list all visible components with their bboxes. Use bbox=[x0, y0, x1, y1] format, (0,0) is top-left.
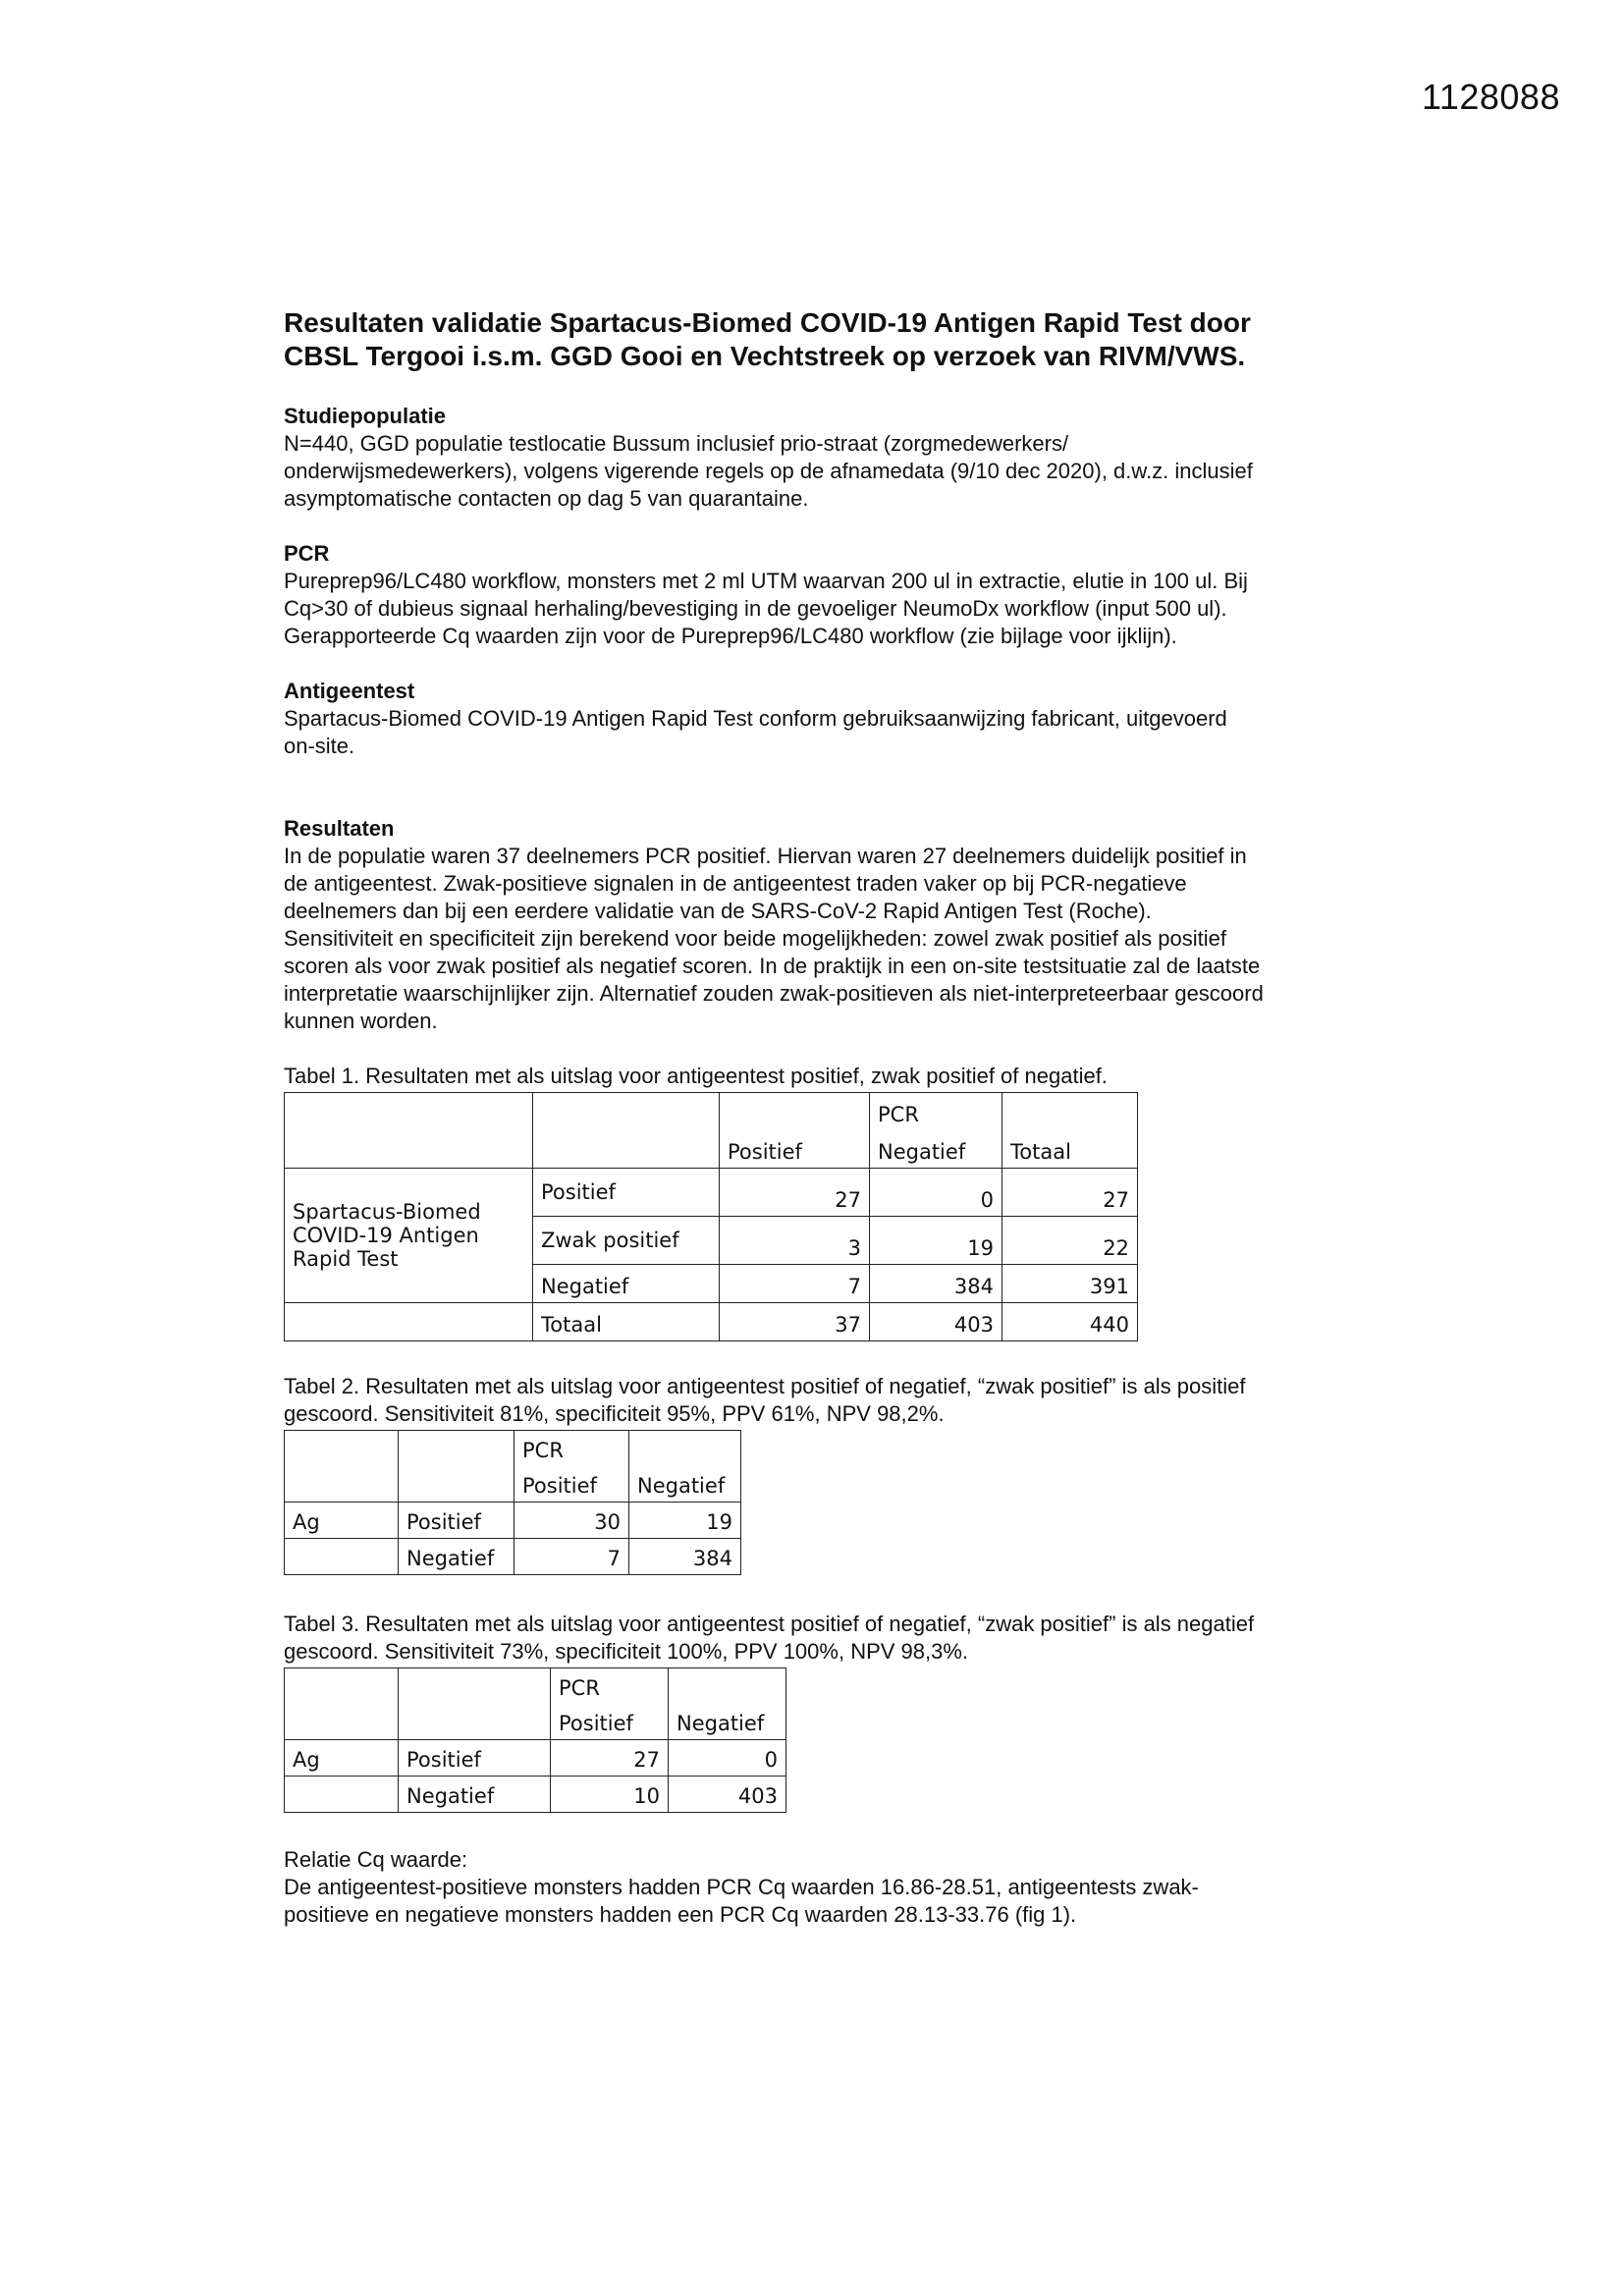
paragraph-line: asymptomatische contacten op dag 5 van quarantaine. bbox=[284, 486, 809, 511]
paragraph-line: Cq>30 of dubieus signaal herhaling/bevestiging in de gevoeliger NeumoDx workflow (input 500 ul). bbox=[284, 596, 1227, 621]
column-header: Positief bbox=[720, 1130, 870, 1169]
section-heading: Studiepopulatie bbox=[284, 404, 446, 428]
table-cell: 27 bbox=[551, 1740, 669, 1777]
table3-caption-line-2: gescoord. Sensitiviteit 73%, specificiteit 100%, PPV 100%, NPV 98,3%. bbox=[284, 1639, 969, 1664]
pcr-header: PCR bbox=[514, 1431, 629, 1467]
table1 bbox=[284, 1092, 1138, 1341]
table-cell bbox=[399, 1466, 514, 1503]
table3 bbox=[284, 1667, 786, 1813]
column-header: Negatief bbox=[870, 1130, 1002, 1169]
table-cell bbox=[285, 1668, 399, 1705]
paragraph-line: onderwijsmedewerkers), volgens vigerende regels op de afnamedata (9/10 dec 2020), d.w.z. inclusief bbox=[284, 459, 1253, 483]
table-cell: 27 bbox=[720, 1169, 870, 1217]
table-cell bbox=[399, 1704, 551, 1740]
section-heading: Resultaten bbox=[284, 816, 395, 841]
paragraph-line: Spartacus-Biomed COVID-19 Antigen Rapid Test conform gebruiksaanwijzing fabricant, uitgevoerd bbox=[284, 706, 1227, 731]
section-heading: Relatie Cq waarde: bbox=[284, 1847, 468, 1872]
table-cell bbox=[533, 1130, 720, 1169]
paragraph-line: Pureprep96/LC480 workflow, monsters met 2 ml UTM waarvan 200 ul in extractie, elutie in 100 ul. Bij bbox=[284, 569, 1248, 593]
table-cell: 22 bbox=[1002, 1217, 1138, 1265]
table-row bbox=[285, 1130, 1138, 1169]
table-cell: 37 bbox=[720, 1303, 870, 1341]
table-cell bbox=[399, 1431, 514, 1467]
row-label: Positief bbox=[399, 1740, 551, 1777]
row-label: Negatief bbox=[533, 1265, 720, 1303]
table-cell bbox=[399, 1668, 551, 1705]
paragraph-line: de antigeentest. Zwak-positieve signalen in de antigeentest traden vaker op bij PCR-negatieve bbox=[284, 871, 1187, 896]
column-header: Totaal bbox=[1002, 1130, 1138, 1169]
table-row bbox=[285, 1093, 1138, 1131]
document-title bbox=[284, 306, 1364, 373]
table-cell bbox=[1002, 1093, 1138, 1131]
row-label: Positief bbox=[399, 1503, 514, 1539]
paragraph-line: deelnemers dan bij een eerdere validatie van de SARS-CoV-2 Rapid Antigen Test (Roche). bbox=[284, 899, 1152, 923]
paragraph-line: Sensitiviteit en specificiteit zijn berekend voor beide mogelijkheden: zowel zwak positief als positief bbox=[284, 926, 1226, 951]
table-row bbox=[285, 1431, 741, 1467]
table-cell: 3 bbox=[720, 1217, 870, 1265]
table-row bbox=[285, 1668, 786, 1705]
table-cell: 19 bbox=[629, 1503, 741, 1539]
table-cell: 27 bbox=[1002, 1169, 1138, 1217]
title-line-1: Resultaten validatie Spartacus-Biomed COVID-19 Antigen Rapid Test door bbox=[284, 307, 1251, 338]
paragraph-line: scoren als voor zwak positief als negatief scoren. In de praktijk in een on-site testsituatie zal de laatste bbox=[284, 954, 1261, 978]
table-row bbox=[285, 1169, 1138, 1217]
table2-caption-line-2: gescoord. Sensitiviteit 81%, specificiteit 95%, PPV 61%, NPV 98,2%. bbox=[284, 1401, 945, 1426]
table-row bbox=[285, 1704, 786, 1740]
section-heading: PCR bbox=[284, 541, 330, 566]
paragraph-line: In de populatie waren 37 deelnemers PCR positief. Hiervan waren 27 deelnemers duidelijk positief in bbox=[284, 844, 1247, 868]
table-cell bbox=[285, 1130, 533, 1169]
table-cell bbox=[285, 1431, 399, 1467]
table-cell: 391 bbox=[1002, 1265, 1138, 1303]
table-cell: 0 bbox=[669, 1740, 786, 1777]
table2-block bbox=[284, 1373, 1364, 1575]
table-row bbox=[285, 1740, 786, 1777]
section-cq-relatie bbox=[284, 1846, 1364, 1929]
column-header: Positief bbox=[514, 1466, 629, 1503]
row-label: Zwak positief bbox=[533, 1217, 720, 1265]
row-group-label: Ag bbox=[285, 1740, 399, 1777]
table-cell: 10 bbox=[551, 1777, 669, 1813]
table-cell: 384 bbox=[629, 1539, 741, 1575]
table-cell: 30 bbox=[514, 1503, 629, 1539]
table-cell bbox=[285, 1093, 533, 1131]
pcr-header: PCR bbox=[551, 1668, 669, 1705]
table-cell bbox=[285, 1777, 399, 1813]
table-row bbox=[285, 1539, 741, 1575]
table-cell: 440 bbox=[1002, 1303, 1138, 1341]
table-cell bbox=[285, 1539, 399, 1575]
document-number: 1128088 bbox=[1422, 77, 1560, 117]
table-cell bbox=[285, 1466, 399, 1503]
table-cell bbox=[629, 1431, 741, 1467]
document-body bbox=[284, 306, 1364, 1929]
paragraph-line: positieve en negatieve monsters hadden een PCR Cq waarden 28.13-33.76 (fig 1). bbox=[284, 1902, 1077, 1927]
section-pcr bbox=[284, 540, 1364, 650]
section-resultaten bbox=[284, 815, 1364, 1035]
table2-caption-line-1: Tabel 2. Resultaten met als uitslag voor antigeentest positief of negatief, “zwak positief” is als positief bbox=[284, 1374, 1246, 1398]
table-cell bbox=[669, 1668, 786, 1705]
row-label: Negatief bbox=[399, 1777, 551, 1813]
section-studiepopulatie bbox=[284, 403, 1364, 513]
table-cell bbox=[533, 1093, 720, 1131]
table-row bbox=[285, 1777, 786, 1813]
paragraph-line: kunnen worden. bbox=[284, 1009, 438, 1033]
table3-caption-line-1: Tabel 3. Resultaten met als uitslag voor antigeentest positief of negatief, “zwak positief” is als negatief bbox=[284, 1612, 1255, 1636]
table-cell bbox=[285, 1303, 533, 1341]
row-label: Positief bbox=[533, 1169, 720, 1217]
column-header: Negatief bbox=[629, 1466, 741, 1503]
table-row bbox=[285, 1503, 741, 1539]
row-group-label: Spartacus-Biomed COVID-19 Antigen Rapid Test bbox=[285, 1169, 533, 1303]
table-cell bbox=[285, 1704, 399, 1740]
row-group-label: Ag bbox=[285, 1503, 399, 1539]
table-cell: 403 bbox=[669, 1777, 786, 1813]
table-cell: 384 bbox=[870, 1265, 1002, 1303]
pcr-header: PCR bbox=[870, 1093, 1002, 1131]
table1-block bbox=[284, 1063, 1364, 1341]
row-label: Negatief bbox=[399, 1539, 514, 1575]
title-line-2: CBSL Tergooi i.s.m. GGD Gooi en Vechtstreek op verzoek van RIVM/VWS. bbox=[284, 341, 1246, 371]
table-cell bbox=[720, 1093, 870, 1131]
table-cell: 7 bbox=[720, 1265, 870, 1303]
table-cell: 0 bbox=[870, 1169, 1002, 1217]
table-row bbox=[285, 1466, 741, 1503]
table2 bbox=[284, 1430, 741, 1575]
paragraph-line: interpretatie waarschijnlijker zijn. Alternatief zouden zwak-positieven als niet-interpreteerbaar gescoord bbox=[284, 981, 1264, 1006]
paragraph-line: on-site. bbox=[284, 734, 355, 758]
paragraph-line: N=440, GGD populatie testlocatie Bussum inclusief prio-straat (zorgmedewerkers/ bbox=[284, 431, 1069, 456]
paragraph-line: Gerapporteerde Cq waarden zijn voor de Pureprep96/LC480 workflow (zie bijlage voor ijklijn). bbox=[284, 624, 1177, 648]
table-cell: 19 bbox=[870, 1217, 1002, 1265]
column-header: Positief bbox=[551, 1704, 669, 1740]
section-antigeentest bbox=[284, 678, 1364, 760]
table-cell: 403 bbox=[870, 1303, 1002, 1341]
table3-block bbox=[284, 1611, 1364, 1813]
section-heading: Antigeentest bbox=[284, 679, 415, 703]
column-header: Negatief bbox=[669, 1704, 786, 1740]
table1-caption: Tabel 1. Resultaten met als uitslag voor antigeentest positief, zwak positief of negatief. bbox=[284, 1064, 1108, 1088]
table-row bbox=[285, 1303, 1138, 1341]
paragraph-line: De antigeentest-positieve monsters hadden PCR Cq waarden 16.86-28.51, antigeentests zwak- bbox=[284, 1875, 1199, 1899]
table-cell: 7 bbox=[514, 1539, 629, 1575]
row-label: Totaal bbox=[533, 1303, 720, 1341]
